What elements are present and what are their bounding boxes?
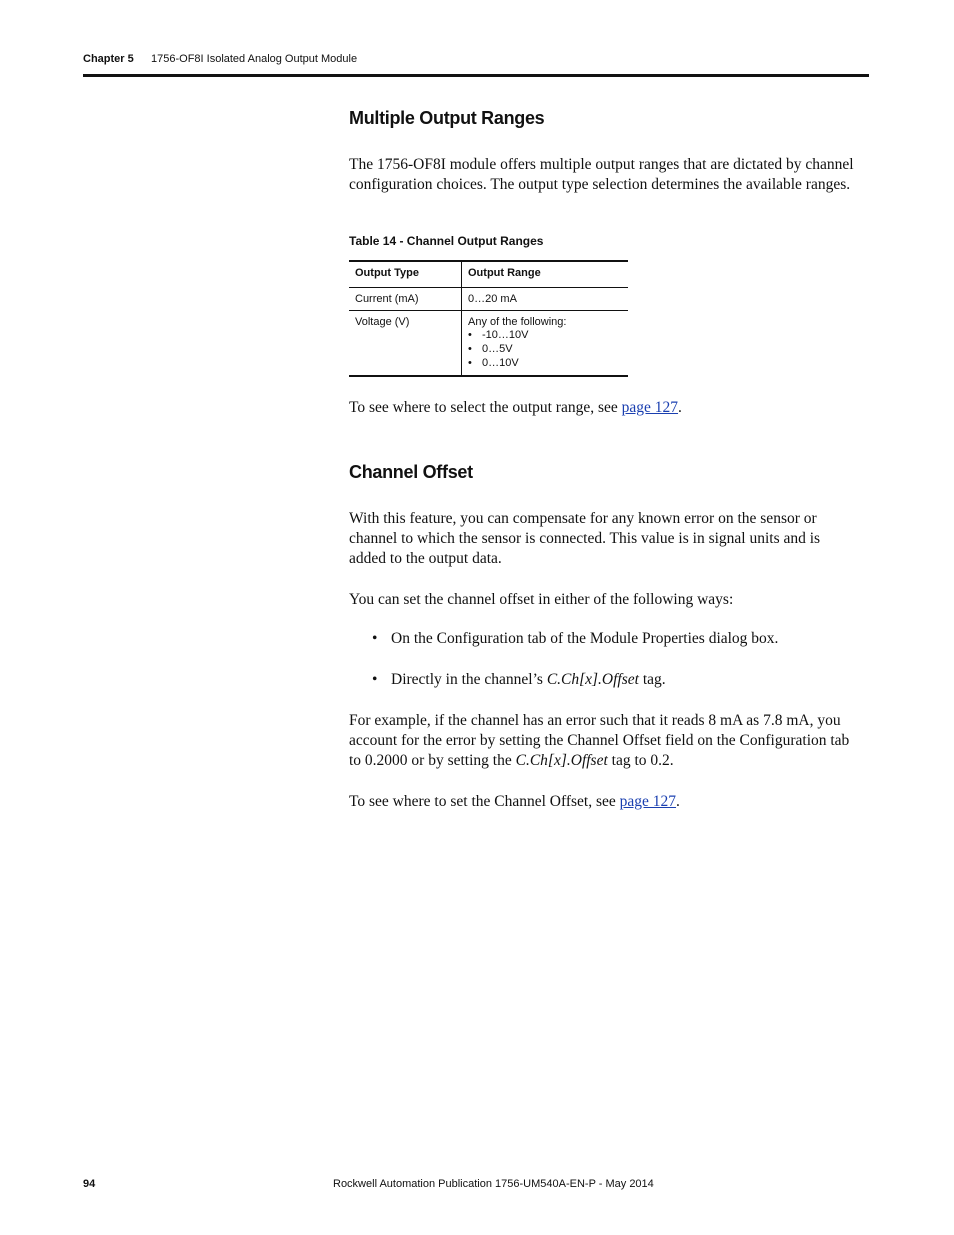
offset-tag-name: C.Ch[x].Offset <box>546 671 639 688</box>
chapter-label: Chapter 5 <box>83 53 134 65</box>
offset-tag-name: C.Ch[x].Offset <box>515 752 608 769</box>
running-header <box>83 53 358 65</box>
list-item: • 0…5V <box>468 343 513 355</box>
list-item: • 0…10V <box>468 357 519 369</box>
paragraph-offset-intro: With this feature, you can compensate for any known error on the sensor or channel to which the sensor is connected. This value is in signal units and is added to the output data. <box>349 510 821 567</box>
bullet-icon: • <box>468 343 472 355</box>
bullet-icon: • <box>468 329 472 341</box>
header-rule <box>83 74 869 77</box>
section-heading-output-ranges: Multiple Output Ranges <box>349 108 545 128</box>
list-item: • Directly in the channel’s C.Ch[x].Offset tag. <box>372 671 666 688</box>
page-127-link[interactable]: page 127 <box>619 793 677 810</box>
bullet-icon: • <box>468 357 472 369</box>
paragraph-offset-ways: You can set the channel offset in either of the following ways: <box>349 591 734 608</box>
paragraph-offset-example: For example, if the channel has an error such that it reads 8 mA as 7.8 mA, you account for the error by setting the Channel Offset field on the Configuration tab to 0.2000 or by setting the C.Ch[x].Offset tag to 0.2. <box>349 712 850 769</box>
header-output-type: Output Type <box>349 261 462 288</box>
paragraph-output-ranges-intro: The 1756-OF8I module offers multiple output ranges that are dictated by channel configuration choices. The output type selection determines the available ranges. <box>349 156 854 193</box>
table-row <box>349 288 628 311</box>
table-row <box>349 311 628 377</box>
paragraph-output-range-reference: To see where to select the output range, see page 127. <box>349 399 682 416</box>
publication-footer: Rockwell Automation Publication 1756-UM540A-EN-P - May 2014 <box>333 1178 654 1190</box>
section-heading-channel-offset: Channel Offset <box>349 462 473 482</box>
header-output-range: Output Range <box>462 261 629 288</box>
chapter-title: 1756-OF8I Isolated Analog Output Module <box>151 53 358 65</box>
cell-range-voltage <box>462 311 629 377</box>
range-list <box>468 328 622 370</box>
page-number: 94 <box>83 1178 96 1190</box>
table-header-row <box>349 261 628 288</box>
paragraph-offset-reference: To see where to set the Channel Offset, see page 127. <box>349 793 680 810</box>
bullet-icon: • <box>372 630 378 647</box>
channel-output-ranges-table <box>349 260 628 377</box>
cell-type-voltage: Voltage (V) <box>349 311 462 377</box>
list-item: • -10…10V <box>468 329 529 341</box>
range-intro: Any of the following: <box>468 316 567 328</box>
list-item: • On the Configuration tab of the Module Properties dialog box. <box>372 630 779 647</box>
cell-range-current: 0…20 mA <box>462 288 629 311</box>
cell-type-current: Current (mA) <box>349 288 462 311</box>
page-127-link[interactable]: page 127 <box>621 399 679 416</box>
table-caption: Table 14 - Channel Output Ranges <box>349 234 544 248</box>
bullet-icon: • <box>372 671 378 688</box>
